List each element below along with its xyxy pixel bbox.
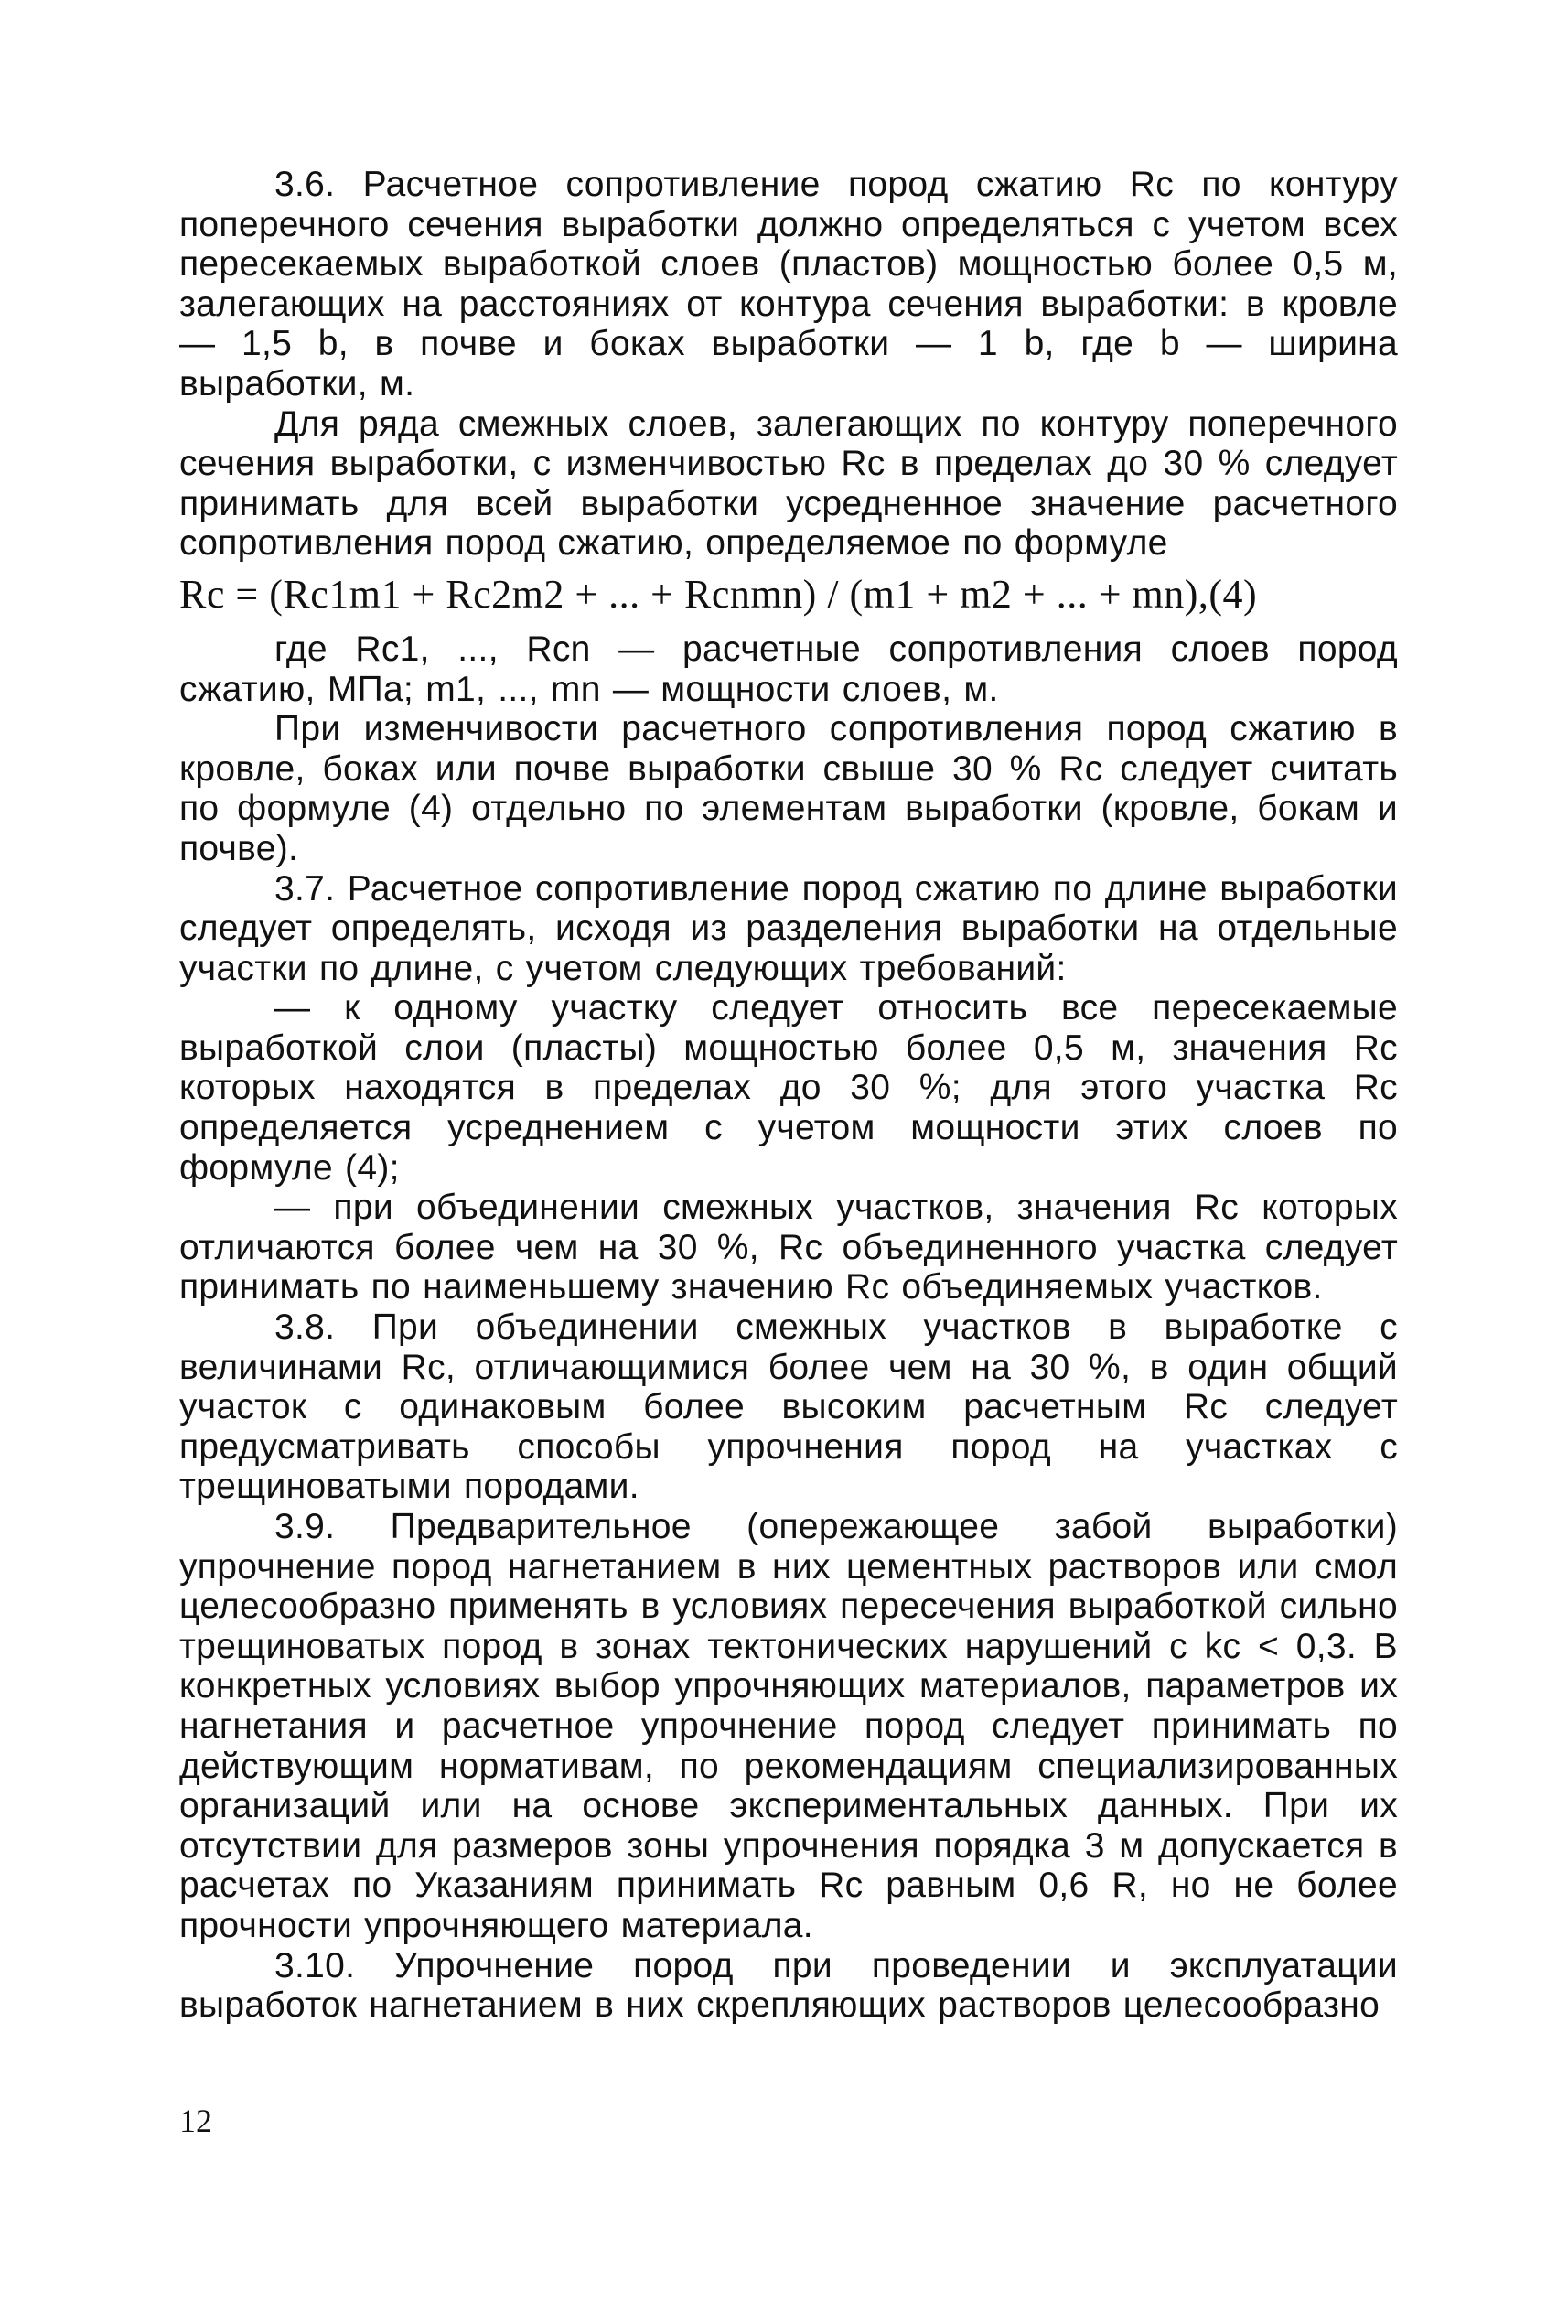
page-number: 12 (179, 2103, 212, 2139)
paragraph-requirement-2: — при объединении смежных участков, значения Rс которых отличаются более чем на 30 %, Rс объединенного участка следует принимать по наименьшему значению Rс объединяемых участков. (179, 1188, 1398, 1307)
formula-4: Rс = (Rс1m1 + Rс2m2 + ... + Rсnmn) / (m1 + m2 + ... + mn),(4) (179, 571, 1258, 617)
paragraph-where: где Rс1, ..., Rсn — расчетные сопротивления слоев пород сжатию, МПа; m1, ..., mn — мощности слоев, м. (179, 629, 1398, 709)
paragraph-3-10: 3.10. Упрочнение пород при проведении и эксплуатации выработок нагнетанием в них скрепляющих растворов целесообразно (179, 1945, 1398, 2026)
paragraph-3-9: 3.9. Предварительное (опережающее забой выработки) упрочнение пород нагнетанием в них цементных растворов или смол целесообразно применять в условиях пересечения выработкой сильно трещиноватых пород в зонах тектонических нарушений с kс < 0,3. В конкретных условиях выбор упрочняющих материалов, параметров их нагнетания и расчетное упрочнение пород следует принимать по действующим нормативам, по рекомендациям специализированных организаций или на основе экспериментальных данных. При их отсутствии для размеров зоны упрочнения порядка 3 м допускается в расчетах по Указаниям принимать Rс равным 0,6 R, но не более прочности упрочняющего материала. (179, 1507, 1398, 1945)
document-page (179, 165, 1398, 2026)
paragraph-3-7: 3.7. Расчетное сопротивление пород сжатию по длине выработки следует определять, исходя из разделения выработки на отдельные участки по длине, с учетом следующих требований: (179, 868, 1398, 988)
paragraph-3-6: 3.6. Расчетное сопротивление пород сжатию Rс по контуру поперечного сечения выработки должно определяться с учетом всех пересекаемых выработкой слоев (пластов) мощностью более 0,5 м, залегающих на расстояниях от контура сечения выработки: в кровле — 1,5 b, в почве и боках выработки — 1 b, где b — ширина выработки, м. (179, 165, 1398, 403)
paragraph-3-8: 3.8. При объединении смежных участков в выработке с величинами Rс, отличающимися более чем на 30 %, в один общий участок с одинаковым более высоким расчетным Rс следует предусматривать способы упрочнения пород на участках с трещиноватыми породами. (179, 1307, 1398, 1507)
paragraph-variability: При изменчивости расчетного сопротивления пород сжатию в кровле, боках или почве выработки свыше 30 % Rс следует считать по формуле (4) отдельно по элементам выработки (кровле, бокам и почве). (179, 709, 1398, 868)
paragraph-adjacent-layers: Для ряда смежных слоев, залегающих по контуру поперечного сечения выработки, с изменчивостью Rс в пределах до 30 % следует принимать для всей выработки усредненное значение расчетного сопротивления пород сжатию, определяемое по формуле (179, 403, 1398, 564)
paragraph-requirement-1: — к одному участку следует относить все пересекаемые выработкой слои (пласты) мощностью более 0,5 м, значения Rс которых находятся в пределах до 30 %; для этого участка Rс определяется усреднением с учетом мощности этих слоев по формуле (4); (179, 988, 1398, 1188)
